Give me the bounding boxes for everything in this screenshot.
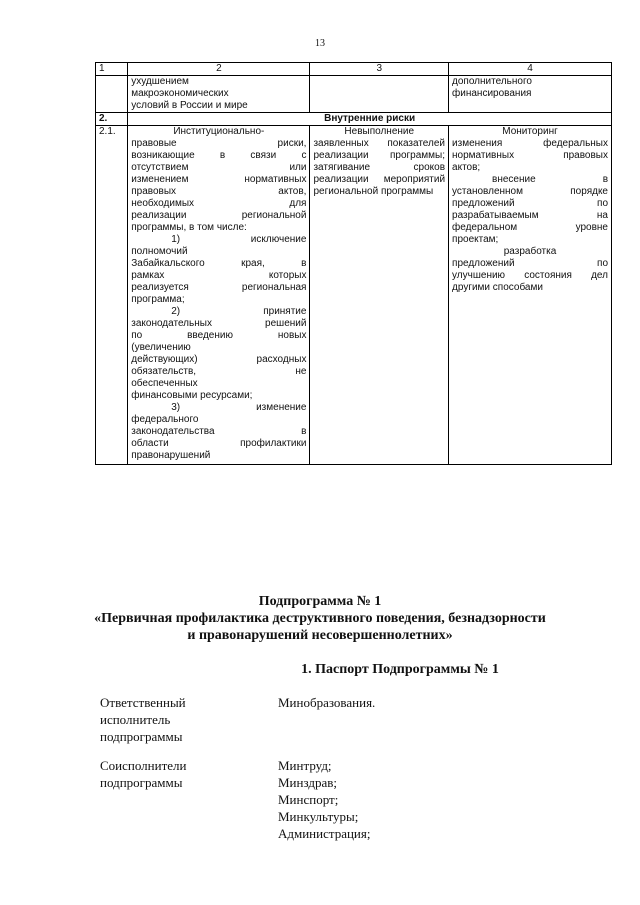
table-row-continued [96,76,612,113]
table-section-row [96,113,612,126]
subprogram-subtitle-line2: и правонарушений несовершеннолетних» [187,628,453,643]
risk-table [95,62,612,465]
risk-description: Институционально- правовые риски, возникающие в связи с отсутствием или изменением нормативных правовых актов, необходимых для реализации региональной программы, в том числе: 1) исключение полномочий Забайкальского края, в рамках которых реализуется региональная программа; 2) принятие законодательных решений по введению новых (увеличению действующих) расходных обязательств, не обеспеченных финансовыми ресурсами; 3) изменение федерального законодательства в области профилактики правонарушений [128,126,310,465]
list-item: Минкультуры; [278,809,359,824]
col-header-1: 1 [96,63,128,76]
subprogram-subtitle-line1: «Первичная профилактика деструктивного поведения, безнадзорности [94,611,546,626]
row-number: 2.1. [96,126,128,465]
risk-consequences: Невыполнение заявленных показателей реализации программы; затягивание сроков реализации мероприятий региональной программы [310,126,449,465]
col-header-3: 3 [310,63,449,76]
table-row-2-1 [96,126,612,465]
section-title: Внутренние риски [128,113,612,126]
continued-col2: ухудшением макроэкономических условий в России и мире [128,76,310,113]
list-item: Минтруд; [278,758,332,773]
section-number: 2. [96,113,128,126]
list-item: Администрация; [278,826,371,841]
table-header-row [96,63,612,76]
responsible-label: Ответственный исполнитель подпрограммы [100,695,186,744]
responsible-value: Минобразования. [278,695,376,710]
col-header-2: 2 [128,63,310,76]
coexecutors-list [278,757,608,842]
list-item: Минздрав; [278,775,338,790]
subprogram-title: Подпрограмма № 1 [258,594,382,609]
col-header-4: 4 [449,63,612,76]
continued-col4: дополнительного финансирования [449,76,612,113]
risk-measures: Мониторинг изменения федеральных нормативных правовых актов; внесение в установленном порядке предложений по разрабатываемым на федеральном уровне проектам; разработка предложений по улучшению состояния дел другими способами [449,126,612,465]
coexecutors-label: Соисполнители подпрограммы [100,758,187,790]
passport-heading: 1. Паспорт Подпрограммы № 1 [301,662,499,677]
page-number: 13 [315,38,325,49]
list-item: Минспорт; [278,792,339,807]
